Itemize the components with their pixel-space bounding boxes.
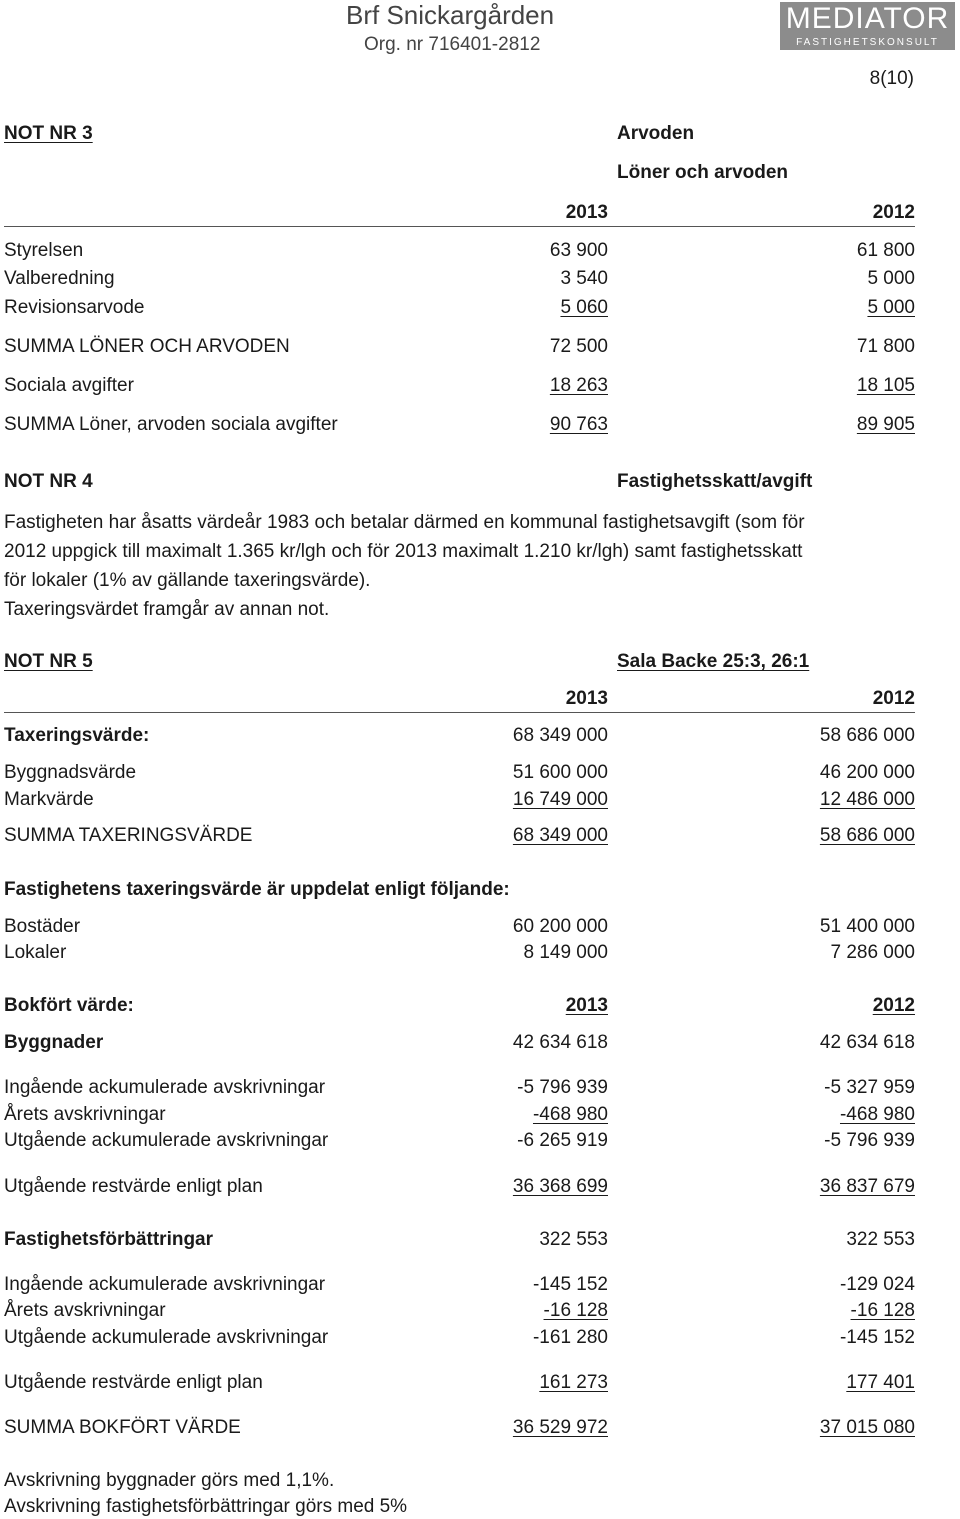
sum-book-label: SUMMA BOKFÖRT VÄRDE [4, 1417, 241, 1438]
note4-title: Fastighetsskatt/avgift [617, 471, 813, 492]
note3-row-v1: 72 500 [549, 336, 608, 357]
book-value-year2: 2012 [872, 995, 915, 1016]
i-year-dep-v1: -16 128 [543, 1300, 608, 1321]
building-value-v1: 51 600 000 [512, 762, 608, 783]
mediator-logo [780, 2, 955, 50]
premises-v1: 8 149 000 [523, 942, 608, 963]
b-out-acc-label: Utgående ackumulerade avskrivningar [4, 1130, 329, 1151]
org-number: Org. nr 716401-2812 [364, 34, 541, 55]
note4-line: Fastigheten har åsatts värdeår 1983 och betalar därmed en kommunal fastighetsavgift (som för [4, 512, 805, 533]
logo-sub-text: FASTIGHETSKONSULT [796, 37, 939, 48]
b-in-acc-label: Ingående ackumulerade avskrivningar [4, 1077, 326, 1098]
note3-label: NOT NR 3 [4, 123, 93, 144]
b-residual-label: Utgående restvärde enligt plan [4, 1176, 263, 1197]
note3-title: Arvoden [617, 123, 695, 144]
premises-label: Lokaler [4, 942, 67, 963]
i-residual-v1: 161 273 [539, 1372, 608, 1393]
note3-row-label: Valberedning [4, 268, 115, 289]
b-in-acc-v1: -5 796 939 [517, 1077, 608, 1098]
note3-row-v2: 71 800 [856, 336, 915, 357]
note3-row-v2: 61 800 [856, 240, 915, 261]
note3-row-v1: 63 900 [549, 240, 608, 261]
housing-v2: 51 400 000 [819, 916, 915, 937]
b-year-dep-v2: -468 980 [839, 1104, 915, 1125]
note3-header-rule [4, 226, 915, 227]
footnote: Avskrivning fastighetsförbättringar görs med 5% [4, 1496, 408, 1517]
note3-row-v2: 5 000 [867, 268, 915, 289]
note3-row-v1: 90 763 [549, 414, 608, 435]
note5-year2: 2012 [872, 688, 915, 709]
note3-row-label: SUMMA Löner, arvoden sociala avgifter [4, 414, 338, 435]
sum-tax-v1: 68 349 000 [512, 825, 608, 846]
b-residual-v1: 36 368 699 [512, 1176, 608, 1197]
improvements-v1: 322 553 [539, 1229, 608, 1250]
page-number: 8(10) [869, 68, 914, 89]
note4-line: Taxeringsvärdet framgår av annan not. [4, 599, 330, 620]
note3-row-v2: 89 905 [856, 414, 915, 435]
premises-v2: 7 286 000 [830, 942, 915, 963]
i-in-acc-v1: -145 152 [532, 1274, 608, 1295]
note3-subtitle: Löner och arvoden [617, 162, 789, 183]
i-year-dep-v2: -16 128 [850, 1300, 915, 1321]
note3-row-label: Styrelsen [4, 240, 84, 261]
note4-line: 2012 uppgick till maximalt 1.365 kr/lgh och för 2013 maximalt 1.210 kr/lgh) samt fastighetsskatt [4, 541, 803, 562]
org-name: Brf Snickargården [346, 0, 555, 30]
land-value-v2: 12 486 000 [819, 789, 915, 810]
note3-row-label: Revisionsarvode [4, 297, 145, 318]
note5-header-rule [4, 712, 915, 713]
tax-value-v2: 58 686 000 [819, 725, 915, 746]
building-value-v2: 46 200 000 [819, 762, 915, 783]
b-year-dep-v1: -468 980 [532, 1104, 608, 1125]
logo-main-text: MEDIATOR [785, 2, 950, 35]
land-value-label: Markvärde [4, 789, 94, 810]
b-out-acc-v2: -5 796 939 [824, 1130, 915, 1151]
b-residual-v2: 36 837 679 [819, 1176, 915, 1197]
i-year-dep-label: Årets avskrivningar [4, 1300, 166, 1321]
i-residual-label: Utgående restvärde enligt plan [4, 1372, 263, 1393]
note3-year2: 2012 [872, 202, 915, 223]
buildings-v1: 42 634 618 [512, 1032, 608, 1053]
note3-row-v1: 18 263 [549, 375, 608, 396]
note3-row-v2: 5 000 [867, 297, 915, 318]
i-residual-v2: 177 401 [846, 1372, 915, 1393]
book-value-year1: 2013 [565, 995, 608, 1016]
note3-year1: 2013 [565, 202, 608, 223]
i-in-acc-label: Ingående ackumulerade avskrivningar [4, 1274, 326, 1295]
note4-paragraph [4, 508, 909, 624]
i-in-acc-v2: -129 024 [839, 1274, 915, 1295]
improvements-label: Fastighetsförbättringar [4, 1229, 214, 1250]
note4-line: för lokaler (1% av gällande taxeringsvärde). [4, 570, 371, 591]
tax-value-label: Taxeringsvärde: [4, 725, 150, 746]
note4-label: NOT NR 4 [4, 471, 93, 492]
sum-book-v2: 37 015 080 [819, 1417, 915, 1438]
note5-year1: 2013 [565, 688, 608, 709]
land-value-v1: 16 749 000 [512, 789, 608, 810]
tax-split-heading: Fastighetens taxeringsvärde är uppdelat enligt följande: [4, 879, 510, 900]
buildings-label: Byggnader [4, 1032, 104, 1053]
building-value-label: Byggnadsvärde [4, 762, 137, 783]
note3-row-v2: 18 105 [856, 375, 915, 396]
i-out-acc-label: Utgående ackumulerade avskrivningar [4, 1327, 329, 1348]
sum-book-v1: 36 529 972 [512, 1417, 608, 1438]
housing-v1: 60 200 000 [512, 916, 608, 937]
i-out-acc-v1: -161 280 [532, 1327, 608, 1348]
buildings-v2: 42 634 618 [819, 1032, 915, 1053]
tax-value-v1: 68 349 000 [512, 725, 608, 746]
note3-row-v1: 5 060 [560, 297, 608, 318]
i-out-acc-v2: -145 152 [839, 1327, 915, 1348]
b-out-acc-v1: -6 265 919 [517, 1130, 608, 1151]
note3-row-label: SUMMA LÖNER OCH ARVODEN [4, 336, 290, 357]
note3-row-label: Sociala avgifter [4, 375, 134, 396]
note5-label: NOT NR 5 [4, 651, 93, 672]
sum-tax-label: SUMMA TAXERINGSVÄRDE [4, 825, 253, 846]
improvements-v2: 322 553 [846, 1229, 915, 1250]
note3-row-v1: 3 540 [560, 268, 608, 289]
b-in-acc-v2: -5 327 959 [824, 1077, 915, 1098]
note5-title: Sala Backe 25:3, 26:1 [617, 651, 810, 672]
footnote: Avskrivning byggnader görs med 1,1%. [4, 1470, 335, 1491]
housing-label: Bostäder [4, 916, 81, 937]
b-year-dep-label: Årets avskrivningar [4, 1104, 166, 1125]
sum-tax-v2: 58 686 000 [819, 825, 915, 846]
book-value-heading: Bokfört värde: [4, 995, 134, 1016]
